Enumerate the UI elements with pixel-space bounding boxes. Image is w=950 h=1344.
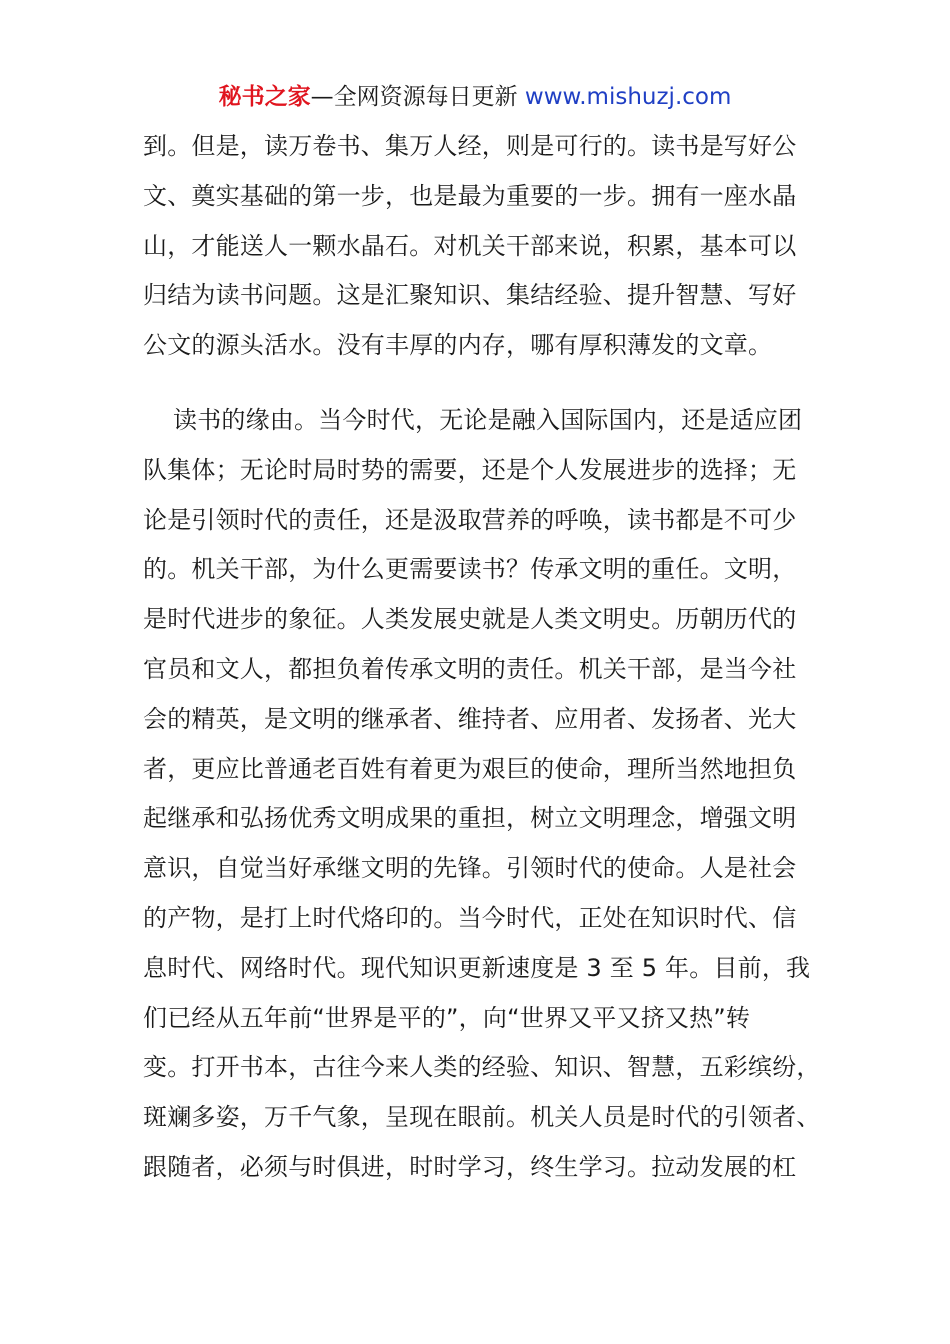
text-line: 队集体；无论时局时势的需要，还是个人发展进步的选择；无 bbox=[143, 455, 797, 484]
site-url-link[interactable]: www.mishuzj.com bbox=[524, 84, 732, 110]
paragraph-1 bbox=[143, 122, 823, 371]
text-line: 文、奠实基础的第一步，也是最为重要的一步。拥有一座水晶 bbox=[143, 181, 797, 210]
site-brand: 秘书之家 bbox=[218, 84, 311, 110]
text-line: 到。但是，读万卷书、集万人经，则是可行的。读书是写好公 bbox=[143, 132, 797, 160]
site-tagline: —全网资源每日更新 bbox=[310, 84, 525, 110]
text-line: 读书的缘由。当今时代，无论是融入国际国内，还是适应团 bbox=[173, 405, 803, 434]
text-line: 息时代、网络时代。现代知识更新速度是 3 至 5 年。目前，我 bbox=[143, 953, 811, 982]
text-line: 斑斓多姿，万千气象，呈现在眼前。机关人员是时代的引领者、 bbox=[143, 1103, 821, 1132]
document-body bbox=[143, 122, 823, 1193]
text-line: 会的精英，是文明的继承者、维持者、应用者、发扬者、光大 bbox=[143, 704, 797, 733]
text-line: 者，更应比普通老百姓有着更为艰巨的使命，理所当然地担负 bbox=[143, 754, 797, 783]
text-line: 官员和文人，都担负着传承文明的责任。机关干部，是当今社 bbox=[143, 654, 797, 683]
text-line: 的。机关干部，为什么更需要读书？传承文明的重任。文明， bbox=[143, 555, 797, 584]
text-line: 跟随者，必须与时俱进，时时学习，终生学习。拉动发展的杠 bbox=[143, 1152, 797, 1181]
text-line: 归结为读书问题。这是汇聚知识、集结经验、提升智慧、写好 bbox=[143, 281, 797, 310]
text-line: 是时代进步的象征。人类发展史就是人类文明史。历朝历代的 bbox=[143, 605, 797, 634]
paragraph-2 bbox=[143, 396, 823, 1193]
text-line: 起继承和弘扬优秀文明成果的重担，树立文明理念，增强文明 bbox=[143, 804, 797, 833]
text-line: 论是引领时代的责任，还是汲取营养的呼唤，读书都是不可少 bbox=[143, 505, 797, 534]
text-line: 山，才能送人一颗水晶石。对机关干部来说，积累，基本可以 bbox=[143, 231, 797, 260]
text-line: 的产物，是打上时代烙印的。当今时代，正处在知识时代、信 bbox=[143, 903, 797, 932]
text-line: 公文的源头活水。没有丰厚的内存，哪有厚积薄发的文章。 bbox=[143, 331, 773, 360]
text-line: 们已经从五年前“世界是平的”，向“世界又平又挤又热”转 bbox=[143, 1003, 751, 1032]
site-header bbox=[0, 80, 950, 114]
text-line: 变。打开书本，古往今来人类的经验、知识、智慧，五彩缤纷， bbox=[143, 1053, 821, 1082]
text-line: 意识，自觉当好承继文明的先锋。引领时代的使命。人是社会 bbox=[143, 854, 797, 883]
